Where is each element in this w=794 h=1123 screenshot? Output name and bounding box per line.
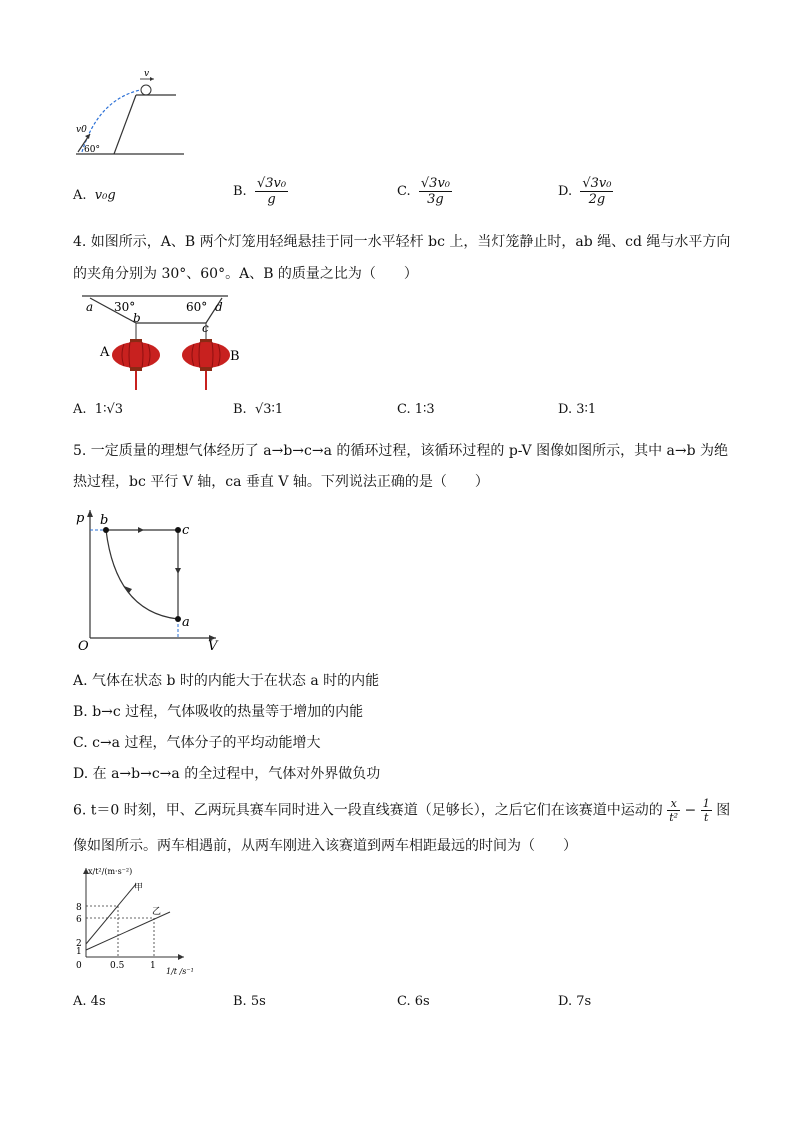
q6-xtick-0: 0 — [76, 961, 82, 971]
q4-label-B: B — [230, 349, 240, 364]
q5-axis-p: p — [76, 511, 85, 526]
q3-figure — [70, 66, 190, 158]
lantern-b-icon — [182, 339, 230, 390]
q6-option-d: D. 7s — [558, 994, 592, 1009]
q5-option-c: C. c→a 过程，气体分子的平均动能增大 — [73, 735, 321, 751]
q6-ytick-2: 2 — [76, 939, 82, 949]
q5-figure — [74, 504, 224, 654]
q3-option-b: B. $\frac{\text{√3v₀}}{g}$ — [233, 176, 287, 207]
q6-xtick-1: 1 — [150, 961, 156, 971]
q6-stem-line2: 像如图所示。两车相遇前，从两车刚进入该赛道到两车相距最远的时间为（ ） — [73, 838, 577, 854]
q3-option-c-fraction: $\frac{\text{√3v₀}}{3g}$ — [420, 176, 451, 207]
lantern-a-icon — [112, 339, 160, 390]
q4-label-c: c — [202, 321, 209, 335]
q6-option-a: A. 4s — [73, 994, 106, 1009]
q3-option-c: C. $\frac{\text{√3v₀}}{3g}$ — [397, 176, 451, 207]
q6-xtick-05: 0.5 — [110, 961, 125, 971]
q4-option-b: B. √3∶1 — [233, 402, 284, 417]
q3-v0-label: v0 — [76, 125, 87, 135]
q6-label-jia: 甲 — [134, 883, 144, 893]
q6-label-yi: 乙 — [152, 907, 162, 917]
q4-label-b: b — [133, 311, 141, 325]
q4-label-ang2: 60° — [186, 300, 208, 314]
q3-angle-label: 60° — [84, 145, 100, 155]
q4-label-A: A — [100, 345, 110, 360]
q6-figure — [72, 862, 202, 980]
q5-option-a: A. 气体在状态 b 时的内能大于在状态 a 时的内能 — [73, 673, 380, 689]
q5-point-a: a — [182, 615, 190, 630]
q5-point-b: b — [100, 513, 109, 528]
q6-line-jia — [86, 884, 136, 944]
q6-stem-line1: 6. t＝0 时刻，甲、乙两玩具赛车同时进入一段直线赛道（足够长），之后它们在该赛道中运动的 $\frac{x}{\text{t²}}$ − $\frac{1}{t}$ 图 — [73, 797, 731, 824]
q5-axis-V: V — [208, 639, 218, 654]
q5-stem-line1: 5. 一定质量的理想气体经历了 a→b→c→a 的循环过程，该循环过程的 p-V 图像如图所示，其中 a→b 为绝 — [73, 443, 729, 459]
q6-xlabel: 1/t /s⁻¹ — [166, 967, 194, 976]
q4-option-d: D. 3∶1 — [558, 402, 597, 417]
q5-option-b: B. b→c 过程，气体吸收的热量等于增加的内能 — [73, 704, 364, 720]
q3-v-label: v — [144, 69, 150, 79]
q5-origin-O: O — [78, 639, 89, 654]
q4-stem-line2: 的夹角分别为 30°、60°。A、B 的质量之比为（ ） — [73, 266, 418, 282]
q6-ylabel: x/t²/(m·s⁻²) — [88, 867, 133, 876]
q6-ytick-1: 1 — [76, 947, 82, 957]
q3-option-b-fraction: $\frac{\text{√3v₀}}{g}$ — [256, 176, 287, 207]
q6-ytick-6: 6 — [76, 915, 82, 925]
q5-option-d: D. 在 a→b→c→a 的全过程中，气体对外界做负功 — [73, 766, 381, 782]
q4-stem-line1: 4. 如图所示，A、B 两个灯笼用轻绳悬挂于同一水平轻杆 bc 上，当灯笼静止时，ab 绳、cd 绳与水平方向 — [73, 234, 731, 250]
q3-option-d-fraction: $\frac{\text{√3v₀}}{2g}$ — [582, 176, 612, 207]
q5-point-c: c — [182, 523, 190, 538]
q4-figure — [78, 292, 248, 394]
q6-option-c: C. 6s — [397, 994, 430, 1009]
q6-ytick-8: 8 — [76, 903, 82, 913]
q6-option-b: B. 5s — [233, 994, 266, 1009]
q4-label-d: d — [215, 300, 223, 314]
q3-option-a: A. v₀g — [73, 188, 116, 203]
q6-fraction-1-t: $\frac{1}{t}$ — [702, 797, 710, 824]
q4-option-c: C. 1∶3 — [397, 402, 435, 417]
q5-stem-line2: 热过程，bc 平行 V 轴，ca 垂直 V 轴。下列说法正确的是（ ） — [73, 474, 489, 490]
q4-label-a: a — [86, 300, 94, 314]
q3-option-d: D. $\frac{\text{√3v₀}}{2g}$ — [558, 176, 612, 207]
q4-option-a: A. 1∶√3 — [73, 402, 124, 417]
q4-label-ang1: 30° — [114, 300, 136, 314]
q6-fraction-x-t2: $\frac{x}{\text{t²}}$ — [669, 797, 679, 824]
